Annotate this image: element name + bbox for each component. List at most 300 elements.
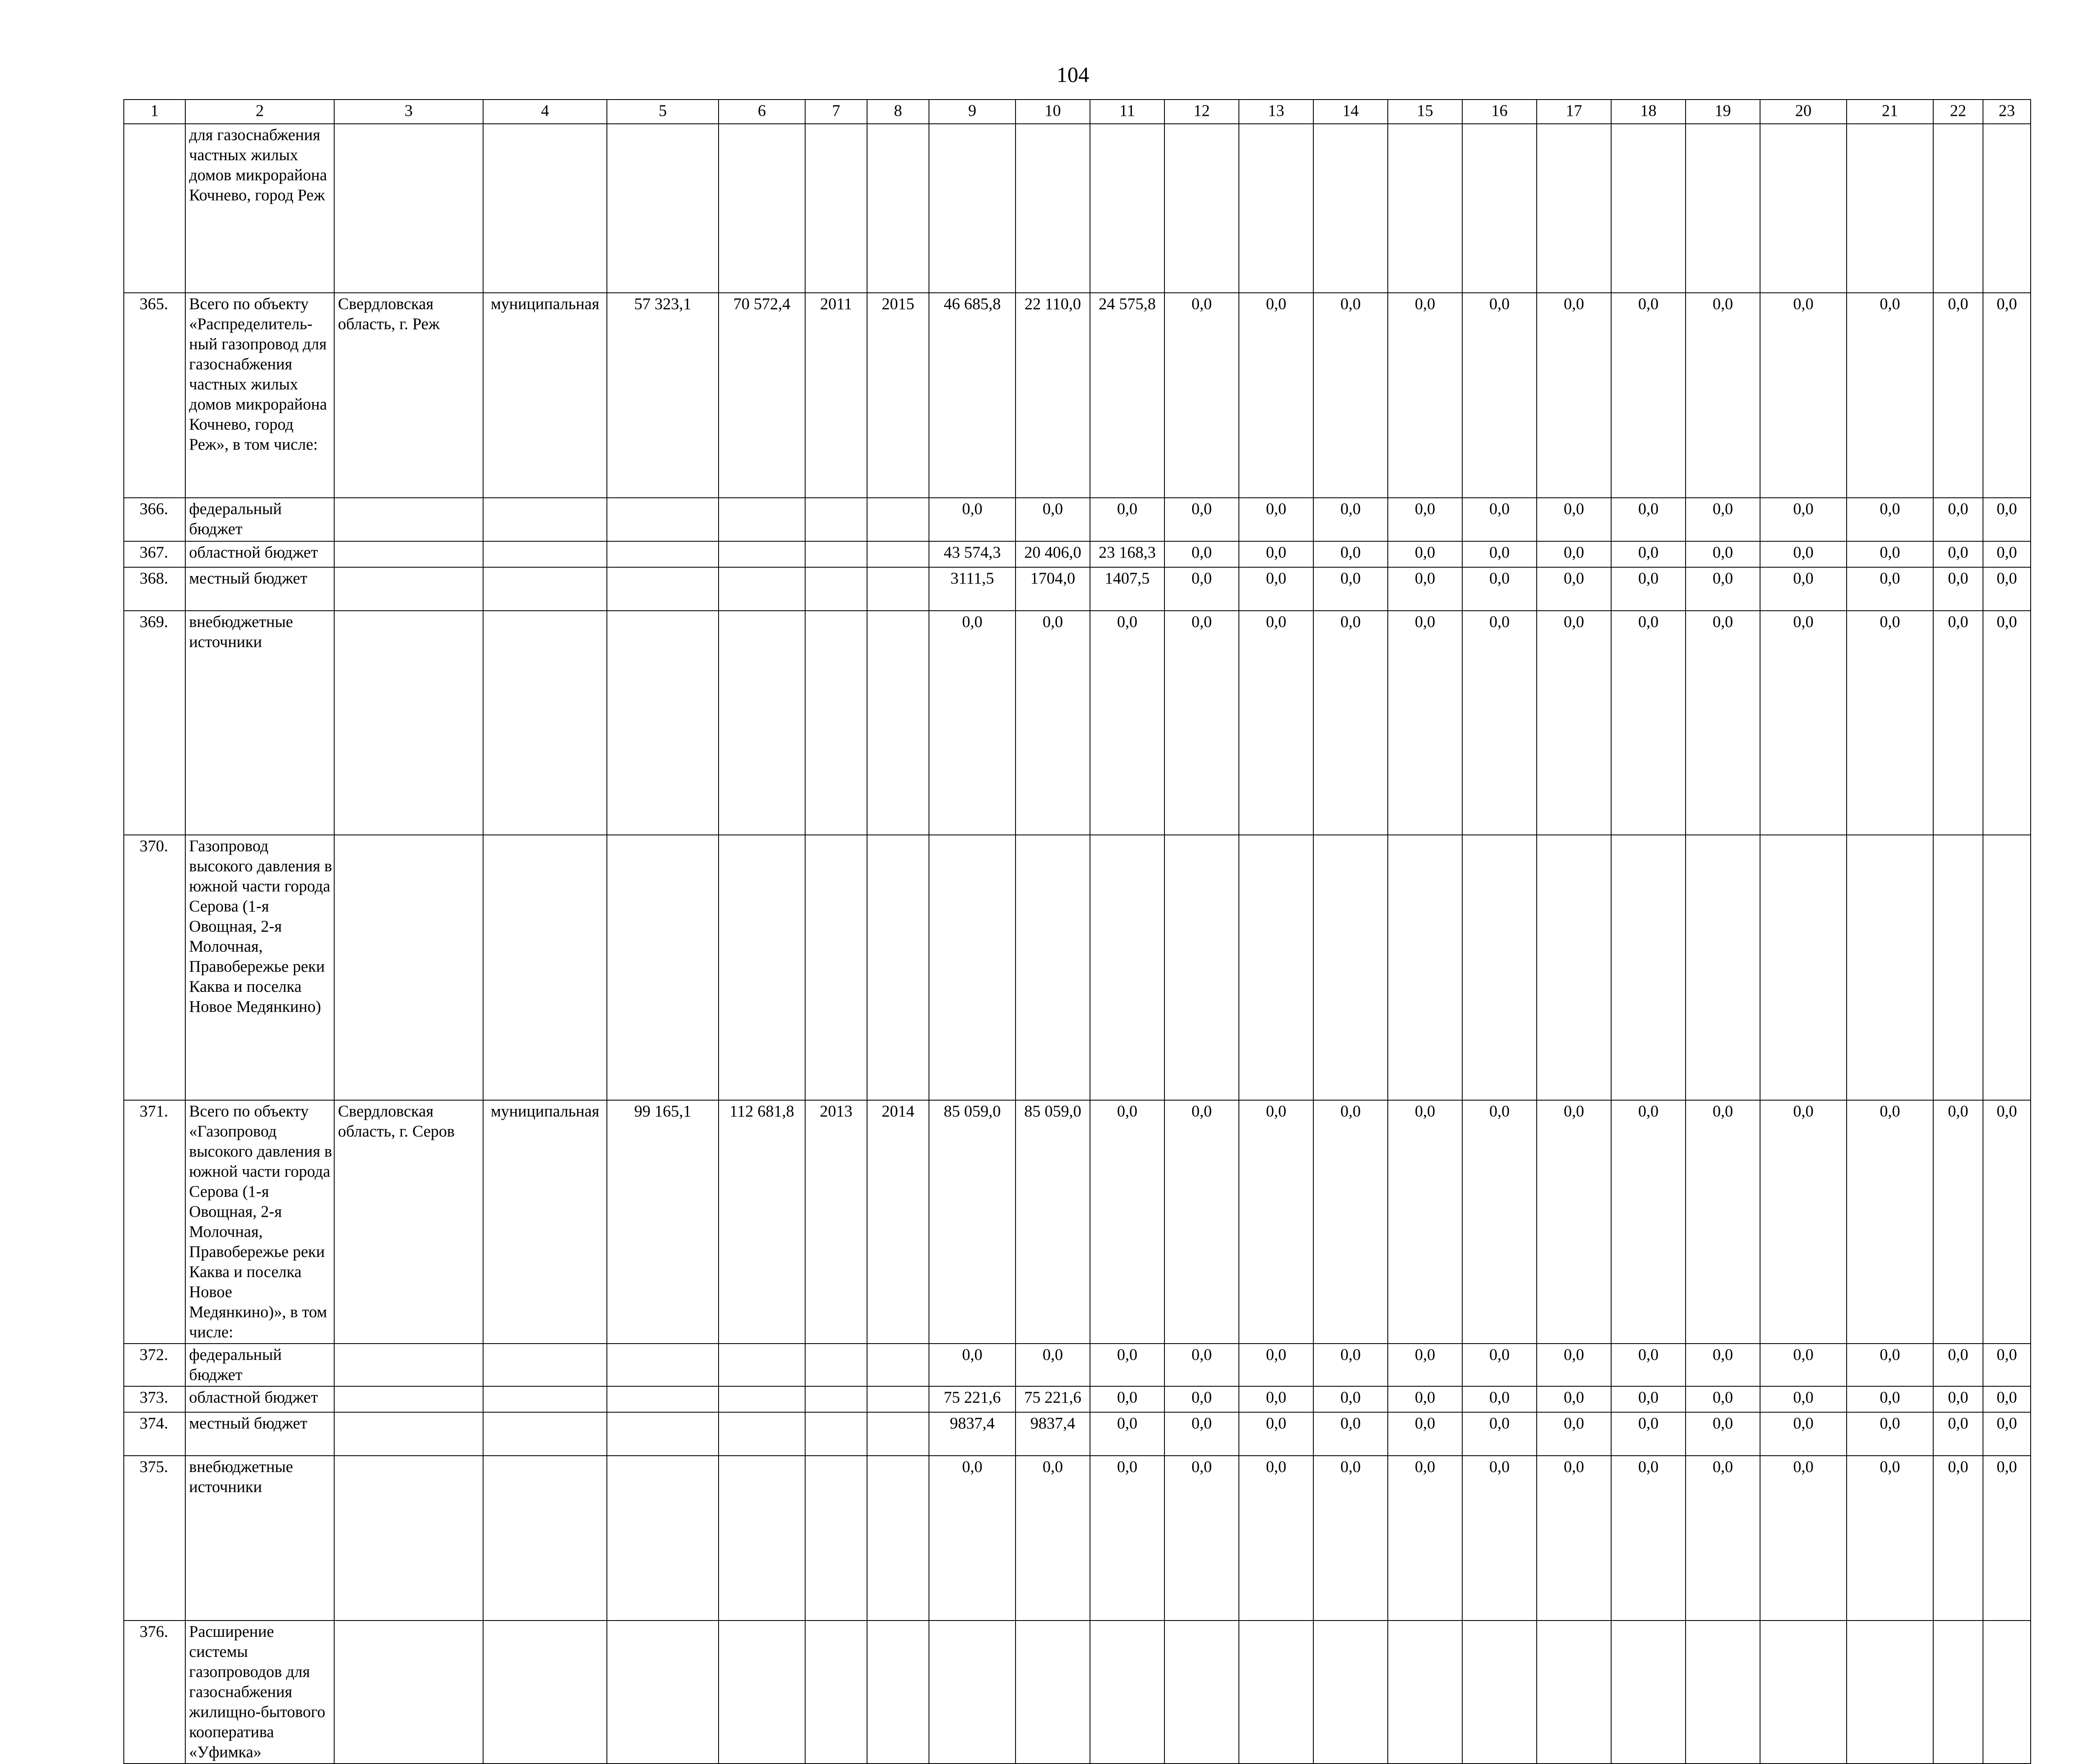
funding-value-cell: 0,0	[929, 498, 1016, 541]
end-year-cell	[867, 1386, 929, 1412]
funding-value-cell: 0,0	[1016, 498, 1090, 541]
estimated-cost-cell	[607, 1344, 719, 1386]
estimated-cost-cell: 57 323,1	[607, 293, 719, 498]
funding-value-cell	[1313, 124, 1388, 293]
funding-value-cell: 3111,5	[929, 567, 1016, 611]
funding-value-cell: 9837,4	[929, 1412, 1016, 1456]
funding-value-cell: 0,0	[1239, 1386, 1313, 1412]
funding-value-cell	[1847, 835, 1933, 1100]
funding-value-cell: 0,0	[1760, 1100, 1847, 1344]
item-name-cell: для газоснабжения частных жилых домов микрорайона Кочнево, город Реж	[185, 124, 334, 293]
funding-value-cell	[1847, 1621, 1933, 1764]
estimated-cost-current-cell	[719, 1621, 805, 1764]
funding-value-cell	[1388, 1621, 1462, 1764]
start-year-cell	[805, 541, 867, 567]
funding-value-cell	[1016, 1621, 1090, 1764]
funding-value-cell: 0,0	[1537, 1344, 1611, 1386]
end-year-cell	[867, 1456, 929, 1621]
item-name-cell: областной бюджет	[185, 541, 334, 567]
column-number-header: 21	[1847, 100, 1933, 124]
funding-value-cell: 0,0	[1760, 541, 1847, 567]
funding-value-cell: 0,0	[1090, 1386, 1164, 1412]
funding-value-cell: 0,0	[1388, 1100, 1462, 1344]
table-row	[124, 1344, 2031, 1386]
column-number-header: 3	[334, 100, 483, 124]
funding-value-cell: 0,0	[1388, 1412, 1462, 1456]
column-number-row	[124, 100, 2031, 124]
start-year-cell	[805, 124, 867, 293]
funding-value-cell: 75 221,6	[1016, 1386, 1090, 1412]
ownership-cell	[483, 1412, 607, 1456]
funding-value-cell	[1686, 124, 1760, 293]
funding-value-cell: 0,0	[1983, 1456, 2031, 1621]
estimated-cost-cell	[607, 835, 719, 1100]
funding-value-cell: 0,0	[1686, 541, 1760, 567]
ownership-cell	[483, 835, 607, 1100]
end-year-cell	[867, 1344, 929, 1386]
funding-value-cell: 0,0	[1462, 567, 1537, 611]
row-number-cell: 370.	[124, 835, 185, 1100]
funding-value-cell: 0,0	[1537, 1100, 1611, 1344]
funding-value-cell	[929, 124, 1016, 293]
funding-value-cell: 0,0	[1611, 567, 1686, 611]
funding-value-cell	[1090, 1621, 1164, 1764]
funding-value-cell	[1462, 1621, 1537, 1764]
funding-value-cell: 0,0	[1933, 1456, 1983, 1621]
start-year-cell: 2013	[805, 1100, 867, 1344]
funding-value-cell: 0,0	[1760, 1412, 1847, 1456]
estimated-cost-current-cell: 112 681,8	[719, 1100, 805, 1344]
table-row	[124, 1100, 2031, 1344]
column-number-header: 19	[1686, 100, 1760, 124]
end-year-cell	[867, 1621, 929, 1764]
funding-value-cell: 0,0	[1686, 567, 1760, 611]
estimated-cost-current-cell	[719, 567, 805, 611]
funding-value-cell: 0,0	[1239, 293, 1313, 498]
funding-value-cell: 0,0	[1388, 1386, 1462, 1412]
funding-value-cell: 0,0	[1313, 293, 1388, 498]
funding-value-cell: 0,0	[1313, 541, 1388, 567]
estimated-cost-cell: 99 165,1	[607, 1100, 719, 1344]
funding-value-cell: 0,0	[1686, 293, 1760, 498]
funding-value-cell: 0,0	[1462, 1344, 1537, 1386]
funding-value-cell: 0,0	[1090, 498, 1164, 541]
end-year-cell: 2014	[867, 1100, 929, 1344]
funding-value-cell: 0,0	[1847, 1386, 1933, 1412]
item-name-cell: внебюджетные источники	[185, 611, 334, 835]
column-number-header: 11	[1090, 100, 1164, 124]
funding-value-cell: 0,0	[1847, 1412, 1933, 1456]
funding-value-cell	[1313, 1621, 1388, 1764]
funding-value-cell	[1388, 124, 1462, 293]
row-number-cell: 373.	[124, 1386, 185, 1412]
column-number-header: 10	[1016, 100, 1090, 124]
page-number: 104	[1057, 63, 1089, 87]
funding-value-cell: 0,0	[1847, 293, 1933, 498]
funding-value-cell: 0,0	[1313, 1344, 1388, 1386]
item-name-cell: Всего по объекту «Газопровод высокого давления в южной части города Серова (1-я Овощная, 2-я Молочная, Правобережье реки Каква и поселка Новое Медянкино)», в том числе:	[185, 1100, 334, 1344]
funding-value-cell	[1847, 124, 1933, 293]
funding-value-cell: 0,0	[1388, 567, 1462, 611]
funding-value-cell	[1760, 835, 1847, 1100]
estimated-cost-current-cell	[719, 124, 805, 293]
funding-value-cell: 0,0	[1933, 1100, 1983, 1344]
funding-value-cell: 0,0	[1933, 611, 1983, 835]
funding-value-cell: 0,0	[1537, 1386, 1611, 1412]
funding-value-cell: 0,0	[1983, 498, 2031, 541]
funding-value-cell: 0,0	[1760, 567, 1847, 611]
funding-value-cell: 0,0	[1239, 1100, 1313, 1344]
column-number-header: 14	[1313, 100, 1388, 124]
funding-value-cell: 0,0	[1090, 1100, 1164, 1344]
estimated-cost-current-cell	[719, 1344, 805, 1386]
funding-value-cell	[1611, 835, 1686, 1100]
item-name-cell: местный бюджет	[185, 1412, 334, 1456]
funding-value-cell: 23 168,3	[1090, 541, 1164, 567]
end-year-cell	[867, 498, 929, 541]
funding-value-cell: 0,0	[1611, 611, 1686, 835]
table-row	[124, 124, 2031, 293]
funding-value-cell: 0,0	[1164, 1386, 1239, 1412]
start-year-cell: 2011	[805, 293, 867, 498]
funding-value-cell: 0,0	[1847, 1100, 1933, 1344]
funding-value-cell: 0,0	[1686, 1344, 1760, 1386]
funding-value-cell: 0,0	[1239, 1412, 1313, 1456]
row-number-cell: 376.	[124, 1621, 185, 1764]
estimated-cost-cell	[607, 1412, 719, 1456]
table-row	[124, 1456, 2031, 1621]
location-cell	[334, 1621, 483, 1764]
funding-value-cell: 0,0	[1611, 541, 1686, 567]
location-cell	[334, 1386, 483, 1412]
funding-value-cell: 0,0	[1164, 1412, 1239, 1456]
funding-value-cell: 0,0	[1686, 611, 1760, 835]
end-year-cell: 2015	[867, 293, 929, 498]
location-cell	[334, 124, 483, 293]
funding-value-cell: 0,0	[1462, 1412, 1537, 1456]
end-year-cell	[867, 611, 929, 835]
row-number-cell: 369.	[124, 611, 185, 835]
estimated-cost-cell	[607, 1621, 719, 1764]
estimated-cost-current-cell	[719, 1412, 805, 1456]
estimated-cost-current-cell	[719, 1386, 805, 1412]
funding-value-cell: 0,0	[1611, 498, 1686, 541]
funding-value-cell	[1760, 124, 1847, 293]
funding-value-cell: 0,0	[1313, 1456, 1388, 1621]
column-number-header: 1	[124, 100, 185, 124]
location-cell	[334, 498, 483, 541]
column-number-header: 23	[1983, 100, 2031, 124]
row-number-cell: 371.	[124, 1100, 185, 1344]
start-year-cell	[805, 498, 867, 541]
funding-value-cell: 0,0	[1388, 498, 1462, 541]
funding-value-cell: 0,0	[1388, 541, 1462, 567]
funding-value-cell: 0,0	[1611, 1456, 1686, 1621]
row-number-cell: 367.	[124, 541, 185, 567]
table-row	[124, 1621, 2031, 1764]
funding-value-cell: 0,0	[1388, 293, 1462, 498]
table-row	[124, 1386, 2031, 1412]
column-number-header: 6	[719, 100, 805, 124]
location-cell	[334, 541, 483, 567]
funding-value-cell: 0,0	[1313, 611, 1388, 835]
funding-value-cell: 0,0	[1611, 1412, 1686, 1456]
funding-value-cell: 0,0	[1686, 1100, 1760, 1344]
funding-value-cell: 0,0	[1462, 1386, 1537, 1412]
start-year-cell	[805, 567, 867, 611]
funding-value-cell: 0,0	[1239, 541, 1313, 567]
column-number-header: 2	[185, 100, 334, 124]
funding-value-cell: 75 221,6	[929, 1386, 1016, 1412]
funding-value-cell	[1686, 835, 1760, 1100]
funding-value-cell: 0,0	[1016, 1344, 1090, 1386]
location-cell	[334, 1344, 483, 1386]
row-number-cell: 365.	[124, 293, 185, 498]
location-cell: Свердловская область, г. Серов	[334, 1100, 483, 1344]
funding-value-cell: 43 574,3	[929, 541, 1016, 567]
funding-value-cell	[1164, 1621, 1239, 1764]
funding-value-cell	[1611, 124, 1686, 293]
location-cell	[334, 835, 483, 1100]
funding-value-cell: 0,0	[1983, 1344, 2031, 1386]
funding-value-cell: 0,0	[1462, 1100, 1537, 1344]
funding-value-cell	[1090, 835, 1164, 1100]
funding-value-cell: 0,0	[1016, 611, 1090, 835]
column-number-header: 13	[1239, 100, 1313, 124]
funding-value-cell: 0,0	[1847, 498, 1933, 541]
end-year-cell	[867, 541, 929, 567]
table-row	[124, 567, 2031, 611]
estimated-cost-current-cell: 70 572,4	[719, 293, 805, 498]
funding-value-cell: 0,0	[1313, 567, 1388, 611]
ownership-cell	[483, 567, 607, 611]
table-row	[124, 293, 2031, 498]
funding-value-cell	[1983, 835, 2031, 1100]
funding-value-cell: 0,0	[1686, 1456, 1760, 1621]
ownership-cell	[483, 498, 607, 541]
funding-value-cell: 0,0	[1933, 541, 1983, 567]
ownership-cell	[483, 541, 607, 567]
funding-value-cell: 0,0	[1611, 1344, 1686, 1386]
funding-value-cell	[1313, 835, 1388, 1100]
funding-value-cell	[1462, 835, 1537, 1100]
funding-value-cell: 0,0	[1983, 293, 2031, 498]
column-number-header: 4	[483, 100, 607, 124]
funding-value-cell: 0,0	[1933, 1412, 1983, 1456]
location-cell	[334, 1456, 483, 1621]
end-year-cell	[867, 1412, 929, 1456]
funding-value-cell: 0,0	[929, 1344, 1016, 1386]
funding-value-cell: 0,0	[1537, 293, 1611, 498]
column-number-header: 20	[1760, 100, 1847, 124]
funding-value-cell	[1239, 1621, 1313, 1764]
funding-value-cell	[1090, 124, 1164, 293]
start-year-cell	[805, 1344, 867, 1386]
location-cell	[334, 611, 483, 835]
funding-value-cell: 0,0	[1847, 567, 1933, 611]
estimated-cost-cell	[607, 1386, 719, 1412]
funding-value-cell: 0,0	[1847, 541, 1933, 567]
estimated-cost-current-cell	[719, 835, 805, 1100]
funding-value-cell	[1983, 1621, 2031, 1764]
ownership-cell	[483, 124, 607, 293]
ownership-cell	[483, 1621, 607, 1764]
funding-value-cell	[1164, 124, 1239, 293]
column-number-header: 16	[1462, 100, 1537, 124]
funding-value-cell: 85 059,0	[1016, 1100, 1090, 1344]
estimated-cost-cell	[607, 611, 719, 835]
start-year-cell	[805, 1412, 867, 1456]
column-number-header: 7	[805, 100, 867, 124]
funding-value-cell: 22 110,0	[1016, 293, 1090, 498]
funding-value-cell: 0,0	[1164, 567, 1239, 611]
funding-value-cell: 0,0	[1537, 567, 1611, 611]
funding-value-cell: 24 575,8	[1090, 293, 1164, 498]
funding-value-cell: 0,0	[1462, 611, 1537, 835]
location-cell	[334, 1412, 483, 1456]
estimated-cost-current-cell	[719, 1456, 805, 1621]
end-year-cell	[867, 835, 929, 1100]
funding-value-cell: 0,0	[1760, 293, 1847, 498]
start-year-cell	[805, 1456, 867, 1621]
funding-value-cell: 0,0	[1090, 1412, 1164, 1456]
funding-value-cell: 0,0	[1388, 1344, 1462, 1386]
column-number-header: 5	[607, 100, 719, 124]
funding-value-cell	[1760, 1621, 1847, 1764]
table-row	[124, 1412, 2031, 1456]
funding-value-cell: 0,0	[1847, 1344, 1933, 1386]
funding-value-cell: 0,0	[1164, 498, 1239, 541]
funding-value-cell: 0,0	[1686, 1386, 1760, 1412]
funding-value-cell: 0,0	[929, 1456, 1016, 1621]
estimated-cost-cell	[607, 498, 719, 541]
funding-value-cell: 0,0	[1933, 1386, 1983, 1412]
funding-value-cell	[1388, 835, 1462, 1100]
funding-value-cell: 0,0	[1313, 498, 1388, 541]
funding-value-cell	[1933, 124, 1983, 293]
funding-value-cell: 0,0	[1686, 498, 1760, 541]
start-year-cell	[805, 1386, 867, 1412]
funding-value-cell: 0,0	[1537, 1412, 1611, 1456]
funding-value-cell	[1933, 835, 1983, 1100]
funding-value-cell: 0,0	[1462, 498, 1537, 541]
funding-value-cell: 0,0	[1462, 1456, 1537, 1621]
row-number-cell: 372.	[124, 1344, 185, 1386]
funding-value-cell	[1983, 124, 2031, 293]
funding-value-cell: 0,0	[1847, 1456, 1933, 1621]
funding-value-cell: 0,0	[1016, 1456, 1090, 1621]
funding-value-cell: 20 406,0	[1016, 541, 1090, 567]
column-number-header: 8	[867, 100, 929, 124]
funding-value-cell: 0,0	[1983, 611, 2031, 835]
funding-value-cell: 0,0	[1090, 611, 1164, 835]
estimated-cost-current-cell	[719, 498, 805, 541]
column-number-header: 15	[1388, 100, 1462, 124]
funding-value-cell: 0,0	[1611, 293, 1686, 498]
table-row	[124, 498, 2031, 541]
estimated-cost-cell	[607, 567, 719, 611]
item-name-cell: областной бюджет	[185, 1386, 334, 1412]
funding-value-cell: 1407,5	[1090, 567, 1164, 611]
ownership-cell	[483, 1456, 607, 1621]
item-name-cell: федеральный бюджет	[185, 1344, 334, 1386]
funding-value-cell	[1537, 1621, 1611, 1764]
funding-value-cell: 0,0	[1983, 1386, 2031, 1412]
column-number-header: 12	[1164, 100, 1239, 124]
funding-value-cell: 0,0	[1983, 1100, 2031, 1344]
funding-value-cell: 46 685,8	[929, 293, 1016, 498]
funding-value-cell: 0,0	[1933, 1344, 1983, 1386]
funding-value-cell: 0,0	[1760, 498, 1847, 541]
funding-value-cell: 0,0	[1164, 293, 1239, 498]
funding-value-cell: 0,0	[1313, 1412, 1388, 1456]
ownership-cell	[483, 1386, 607, 1412]
funding-value-cell: 0,0	[1313, 1386, 1388, 1412]
funding-value-cell	[1462, 124, 1537, 293]
estimated-cost-cell	[607, 1456, 719, 1621]
table-row	[124, 611, 2031, 835]
funding-value-cell: 0,0	[1239, 1344, 1313, 1386]
item-name-cell: Газопровод высокого давления в южной части города Серова (1-я Овощная, 2-я Молочная, Правобережье реки Каква и поселка Новое Медянкино)	[185, 835, 334, 1100]
funding-value-cell: 0,0	[1760, 611, 1847, 835]
funding-value-cell: 0,0	[1983, 1412, 2031, 1456]
location-cell	[334, 567, 483, 611]
funding-value-cell	[1686, 1621, 1760, 1764]
funding-value-cell: 0,0	[1462, 293, 1537, 498]
end-year-cell	[867, 124, 929, 293]
start-year-cell	[805, 1621, 867, 1764]
funding-value-cell: 0,0	[1313, 1100, 1388, 1344]
funding-value-cell: 85 059,0	[929, 1100, 1016, 1344]
funding-value-cell: 0,0	[1933, 293, 1983, 498]
column-number-header: 9	[929, 100, 1016, 124]
row-number-cell	[124, 124, 185, 293]
funding-value-cell: 0,0	[1164, 1456, 1239, 1621]
row-number-cell: 374.	[124, 1412, 185, 1456]
row-number-cell: 375.	[124, 1456, 185, 1621]
funding-value-cell	[1537, 835, 1611, 1100]
funding-value-cell: 0,0	[1611, 1100, 1686, 1344]
funding-value-cell	[1537, 124, 1611, 293]
funding-value-cell: 0,0	[1388, 1456, 1462, 1621]
funding-value-cell: 0,0	[1164, 1344, 1239, 1386]
start-year-cell	[805, 835, 867, 1100]
funding-value-cell	[929, 835, 1016, 1100]
funding-value-cell: 0,0	[1090, 1344, 1164, 1386]
funding-value-cell: 0,0	[1164, 541, 1239, 567]
table-row	[124, 835, 2031, 1100]
funding-value-cell: 0,0	[1611, 1386, 1686, 1412]
start-year-cell	[805, 611, 867, 835]
funding-value-cell: 0,0	[1164, 611, 1239, 835]
funding-value-cell: 0,0	[1983, 567, 2031, 611]
funding-value-cell: 0,0	[1760, 1456, 1847, 1621]
funding-value-cell: 0,0	[1090, 1456, 1164, 1621]
ownership-cell: муниципальная	[483, 293, 607, 498]
funding-value-cell: 0,0	[1933, 498, 1983, 541]
funding-value-cell: 0,0	[1933, 567, 1983, 611]
funding-value-cell	[1016, 835, 1090, 1100]
funding-value-cell: 0,0	[1239, 1456, 1313, 1621]
funding-value-cell: 0,0	[1388, 611, 1462, 835]
funding-value-cell: 0,0	[1537, 611, 1611, 835]
ownership-cell	[483, 1344, 607, 1386]
item-name-cell: федеральный бюджет	[185, 498, 334, 541]
funding-value-cell	[1239, 835, 1313, 1100]
funding-value-cell: 0,0	[1239, 611, 1313, 835]
program-table	[123, 99, 2031, 1764]
estimated-cost-cell	[607, 124, 719, 293]
